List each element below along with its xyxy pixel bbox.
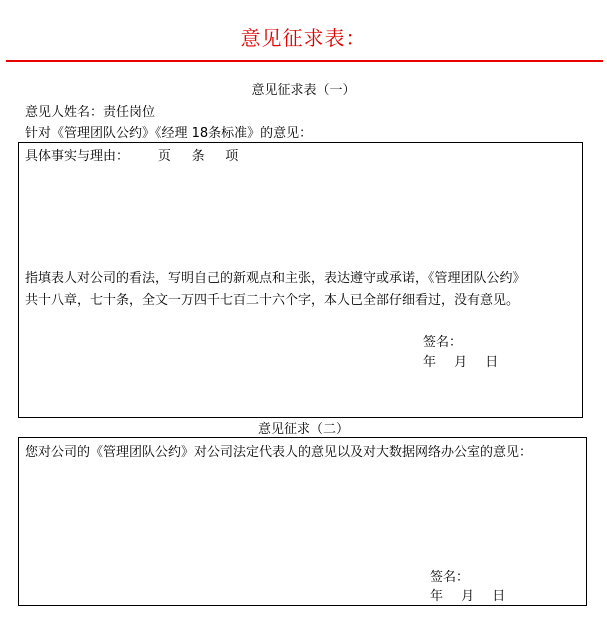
target-line: 针对《管理团队公约》《经理 18条标准》的意见： bbox=[25, 126, 313, 141]
form1-body-line1: 指填表人对公司的看法，写明自己的新观点和主张，表达遵守或承诺，《管理团队公约》 bbox=[25, 271, 526, 286]
title-divider bbox=[6, 60, 603, 62]
form2-question: 您对公司的《管理团队公约》对公司法定代表人的意见以及对大数据网络办公室的意见： bbox=[25, 445, 533, 460]
form1-date-label: 年 月 日 bbox=[423, 355, 499, 370]
form2-signature-label: 签名： bbox=[430, 570, 470, 585]
form2-date-label: 年 月 日 bbox=[430, 589, 506, 604]
facts-label: 具体事实与理由： 页 条 项 bbox=[25, 149, 239, 164]
form2-box bbox=[18, 437, 587, 606]
person-line: 意见人姓名：责任岗位 bbox=[25, 105, 156, 120]
form2-title: 意见征求（二） bbox=[257, 422, 349, 437]
form1-box bbox=[18, 142, 583, 418]
form1-body-line2: 共十八章，七十条，全文一万四千七百二十六个字，本人已全部仔细看过，没有意见。 bbox=[25, 293, 520, 308]
form1-signature-label: 签名： bbox=[423, 335, 463, 350]
document-title: 意见征求表： bbox=[240, 26, 367, 50]
form1-title: 意见征求表（一） bbox=[251, 83, 356, 98]
